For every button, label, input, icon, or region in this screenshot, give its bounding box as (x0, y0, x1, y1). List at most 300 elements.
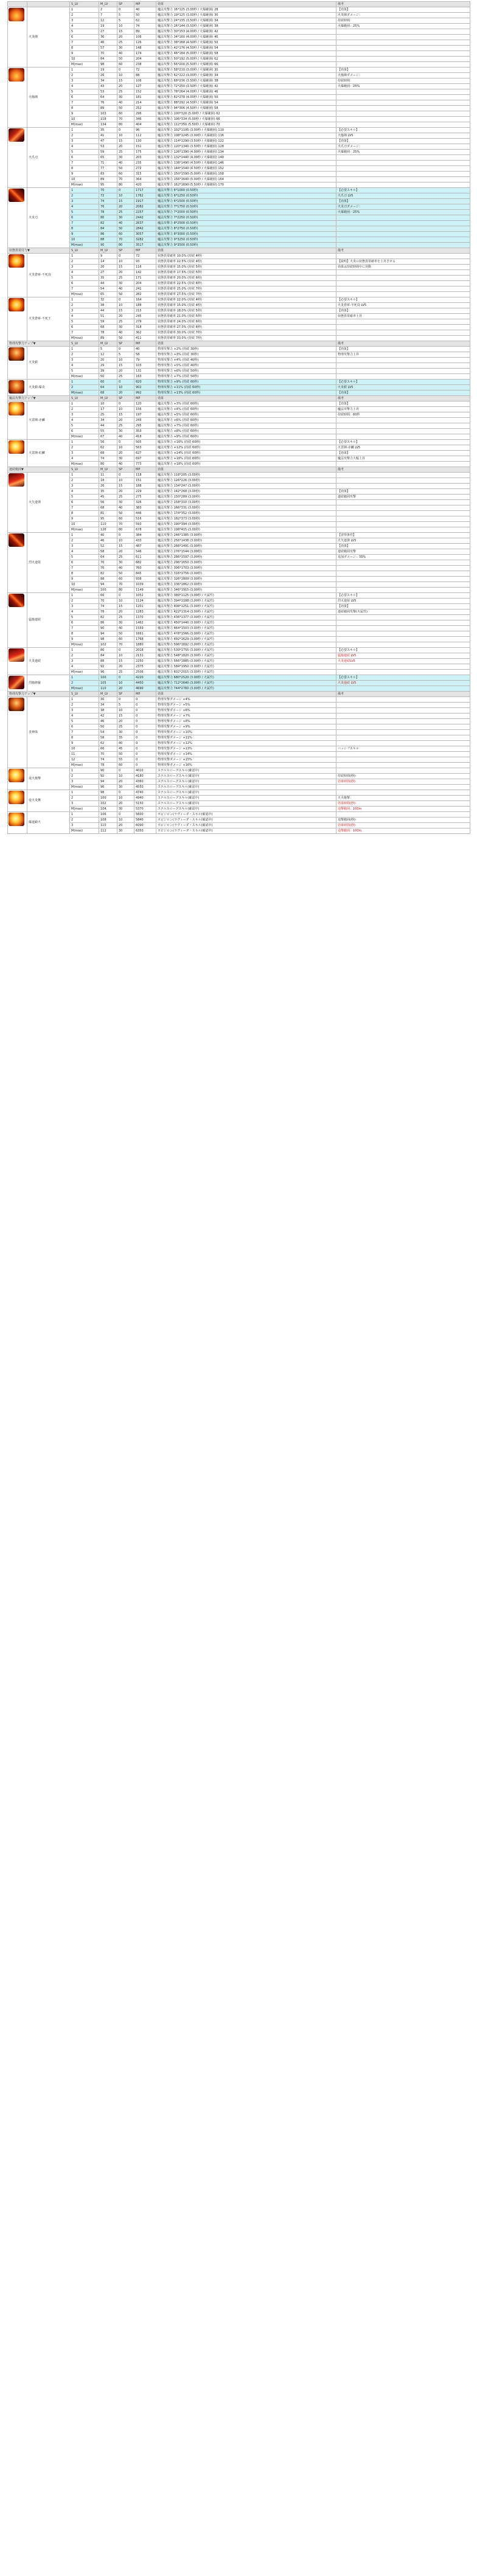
skill-effect: 魔法攻撃力 34*160 (4.00秒 / 火爆範囲) 46 (156, 35, 336, 40)
sp-cost: 25 (117, 374, 134, 380)
skill-name: 火霊陣-赤鱗 (27, 401, 70, 440)
sp-cost: 20 (117, 779, 134, 785)
skill-level: 3 (70, 451, 99, 456)
section-header-cell: M_LV (99, 467, 117, 473)
skill-effect: 魔法攻撃力 190*394 (3.00秒) (156, 522, 336, 527)
sp-cost: 20 (117, 369, 134, 374)
skill-level: 2 (70, 478, 99, 484)
skill-note (336, 588, 470, 593)
required-level: 89 (99, 336, 117, 341)
skill-effect: 魔法攻撃力 8*3000 (0.50秒) (156, 232, 336, 237)
skill-effect: 魔法攻撃力 306*1703 (3.00秒) (156, 566, 336, 571)
skill-level: 10 (70, 522, 99, 527)
skill-effect: ステルスローグスキル(確認中) (156, 801, 336, 807)
skill-note: 烈火連射 LV5 (336, 599, 470, 604)
skill-note (336, 484, 470, 489)
mp-cost: 0 (134, 757, 156, 763)
skill-level-row (8, 418, 470, 423)
skill-level: 7 (70, 730, 99, 735)
skill-level-row (8, 703, 470, 708)
required-level: 58 (99, 735, 117, 741)
skill-level-row (8, 18, 470, 24)
section-header-cell: 備考 (336, 248, 470, 254)
skill-effect: 状態異常確率 22.5% (持続 6秒) (156, 281, 336, 286)
skill-note: 火矢連弾 LV5 (336, 538, 470, 544)
required-level: 64 (99, 95, 117, 100)
required-level: 104 (99, 807, 117, 812)
skill-level-row (8, 265, 470, 270)
required-level: 95 (99, 516, 117, 522)
skill-level-row (8, 440, 470, 445)
skill-level: 4 (70, 713, 99, 719)
mp-cost: 845 (134, 571, 156, 577)
column-header-name (27, 2, 70, 7)
skill-note (336, 708, 470, 713)
skill-note (336, 369, 470, 374)
skill-note: 持続時間(秒)： (336, 774, 470, 779)
skill-level: 1 (70, 697, 99, 703)
skill-level: 10 (70, 237, 99, 243)
skill-name: 火炎陣 (27, 7, 70, 68)
skill-note (336, 812, 470, 818)
skill-note (336, 89, 470, 95)
section-title: 物理攻撃力アップ▼ (8, 692, 70, 697)
mp-cost: 112 (134, 133, 156, 139)
skill-effect: 魔法攻撃力 19*125 (3.00秒 / 火爆範囲) 30 (156, 13, 336, 18)
skill-note (336, 286, 470, 292)
skill-name: 烈焔修羅 (27, 675, 70, 692)
skill-level-row (8, 681, 470, 686)
skill-icon-cell (8, 440, 27, 467)
skill-level-row (8, 193, 470, 199)
required-level: 70 (99, 752, 117, 757)
section-header-cell: 備考 (336, 692, 470, 697)
required-level: 57 (99, 46, 117, 51)
required-level: 58 (99, 549, 117, 555)
sp-cost: 0 (117, 401, 134, 407)
skill-note: 火霊陣-赤鱗 LV5 (336, 445, 470, 451)
skill-effect: ステルスローグスキル(確認中) (156, 790, 336, 796)
skill-level-row (8, 281, 470, 286)
skill-level: 1 (70, 128, 99, 133)
skill-level-row (8, 347, 470, 352)
mp-cost: 5840 (134, 818, 156, 823)
skill-level-row (8, 380, 470, 385)
skill-note: 火爆範囲：25% (336, 150, 470, 155)
skill-level: 6 (70, 500, 99, 505)
skill-level-row (8, 516, 470, 522)
sp-cost: 55 (117, 757, 134, 763)
sp-cost: 30 (117, 281, 134, 286)
mp-cost: 384 (134, 533, 156, 538)
required-level: 38 (99, 708, 117, 713)
skill-note (336, 522, 470, 527)
required-level: 38 (99, 303, 117, 308)
skill-level-row (8, 182, 470, 188)
required-level: 76 (99, 204, 117, 210)
skill-level-row (8, 166, 470, 172)
skill-level-row (8, 620, 470, 626)
required-level: 100 (99, 796, 117, 801)
section-title: 物理攻撃力アップ▼ (8, 341, 70, 347)
section-header-cell: M_LV (99, 248, 117, 254)
required-level: 70 (99, 560, 117, 566)
skill-note (336, 620, 470, 626)
skill-icon-cell (8, 380, 27, 396)
mp-cost: 4450 (134, 681, 156, 686)
mp-cost: 241 (134, 286, 156, 292)
skill-level-row (8, 522, 470, 527)
skill-level: M(max) (70, 374, 99, 380)
skill-effect: 魔法攻撃力 120*1340 (3.50秒 / 火爆範囲) 128 (156, 144, 336, 150)
skill-level: 7 (70, 505, 99, 511)
required-level: 43 (99, 84, 117, 89)
required-level: 88 (99, 659, 117, 664)
skill-icon-cell (8, 347, 27, 380)
required-level: 82 (99, 571, 117, 577)
skill-effect: 物理攻撃ダメージ +4% (156, 697, 336, 703)
sp-cost: 60 (117, 111, 134, 117)
skill-level-row (8, 434, 470, 440)
skill-effect: ボビジロン(ラヴィーダ・スキル(確認中) (156, 818, 336, 823)
skill-level: 1 (70, 768, 99, 774)
mp-cost: 364 (134, 177, 156, 182)
skill-level-row (8, 796, 470, 801)
skill-level: 10 (70, 582, 99, 588)
mp-cost: 40 (134, 347, 156, 352)
skill-effect: 魔法攻撃力 256*1438 (3.00秒) (156, 538, 336, 544)
sp-cost: 0 (117, 380, 134, 385)
skill-effect: ステルスローグスキル(確認中) (156, 785, 336, 790)
skill-effect: 状態異常確率 27.0% (持続 6秒) (156, 325, 336, 330)
sp-cost: 80 (117, 588, 134, 593)
skill-level: 2 (70, 13, 99, 18)
skill-level: 1 (70, 790, 99, 796)
flame-wave-icon (9, 594, 24, 607)
skill-note: 火爪刃 LV5 (336, 193, 470, 199)
skill-level: 9 (70, 516, 99, 522)
required-level: 68 (99, 391, 117, 396)
skill-effect: 魔法攻撃力 9*3500 (0.50秒) (156, 243, 336, 248)
skill-note (336, 560, 470, 566)
sp-cost: 10 (117, 193, 134, 199)
skill-note (336, 730, 470, 735)
skill-note (336, 566, 470, 571)
mp-cost: 2131 (134, 653, 156, 659)
required-level: 68 (99, 505, 117, 511)
skill-level: 1 (70, 473, 99, 478)
skill-level: 5 (70, 369, 99, 374)
required-level: 14 (99, 259, 117, 265)
skill-level: 5 (70, 29, 99, 35)
required-level: 86 (99, 232, 117, 237)
skill-effect: 魔法攻撃力 58*210 (3.00秒 / 火爆範囲) 30 (156, 68, 336, 73)
skill-level-row (8, 577, 470, 582)
skill-effect: 状態異常確率 15.0% (持続 5秒) (156, 265, 336, 270)
mp-cost: 1559 (134, 626, 156, 631)
skill-effect: 魔法攻撃力 +18% (持続 60秒) (156, 462, 336, 467)
sp-cost: 40 (117, 462, 134, 467)
mp-cost: 611 (134, 555, 156, 560)
skill-effect: 魔法攻撃力 6*1500 (0.50秒) (156, 199, 336, 204)
mp-cost: 2442 (134, 215, 156, 221)
required-level: 86 (99, 620, 117, 626)
skill-effect: 物理攻撃ダメージ +12% (156, 741, 336, 746)
required-level: 68 (99, 325, 117, 330)
sp-cost: 30 (117, 46, 134, 51)
mp-cost: 4740 (134, 790, 156, 796)
sp-cost: 70 (117, 177, 134, 182)
section-header-cell: 効果 (156, 396, 336, 401)
sp-cost: 20 (117, 489, 134, 495)
sp-cost: 30 (117, 560, 134, 566)
skill-level: 1 (70, 380, 99, 385)
skill-level: 3 (70, 484, 99, 489)
skill-note (336, 434, 470, 440)
sp-cost: 20 (117, 549, 134, 555)
skill-effect: 魔法攻撃力 246*1385 (3.00秒) (156, 533, 336, 538)
mp-cost: 383 (134, 505, 156, 511)
skill-level: 9 (70, 577, 99, 582)
sp-cost: 10 (117, 681, 134, 686)
skill-level-row (8, 144, 470, 150)
section-header-cell: MP (134, 341, 156, 347)
required-level: 81 (99, 511, 117, 516)
sp-cost: 70 (117, 582, 134, 588)
required-level: 66 (99, 746, 117, 752)
skill-note: 魔法攻撃力大幅上昇 (336, 456, 470, 462)
mp-cost: 103 (134, 363, 156, 369)
skill-level-row (8, 511, 470, 516)
sp-cost: 20 (117, 686, 134, 692)
skill-level-row (8, 215, 470, 221)
required-level: 44 (99, 281, 117, 286)
skill-note (336, 221, 470, 226)
mp-cost: 627 (134, 451, 156, 456)
skill-note: 火焔陣ダメージ： (336, 73, 470, 78)
skill-effect: 魔法攻撃力 7*2000 (0.50秒) (156, 210, 336, 215)
required-level: 65 (99, 155, 117, 161)
mp-cost: 164 (134, 297, 156, 303)
skill-note (336, 243, 470, 248)
sp-cost: 40 (117, 741, 134, 746)
skill-note: 持続時間： (336, 18, 470, 24)
skill-note (336, 106, 470, 111)
skill-level-row (8, 325, 470, 330)
skill-note (336, 752, 470, 757)
skill-effect: 魔法攻撃力 82*278 (4.00秒 / 火爆範囲) 50 (156, 95, 336, 100)
fire-wave-icon (9, 648, 24, 662)
skill-level: 2 (70, 133, 99, 139)
sp-cost: 5 (117, 13, 134, 18)
skill-level: 2 (70, 681, 99, 686)
section-header-cell: S_LV (70, 692, 99, 697)
mp-cost: 215 (134, 308, 156, 314)
skill-level: M(max) (70, 122, 99, 128)
skill-effect: 魔法攻撃力 394*1188 (3.00秒 / 火属性) (156, 599, 336, 604)
skill-level: M(max) (70, 62, 99, 68)
skill-effect: 魔法攻撃力 316*1756 (3.00秒) (156, 571, 336, 577)
skill-effect: 魔法攻撃力 464*1503 (3.00秒 / 火属性) (156, 626, 336, 631)
skill-effect: 魔法攻撃力 16*125 (3.00秒 / 火爆範囲) 28 (156, 7, 336, 13)
skill-effect: 魔法攻撃力 492*1629 (3.00秒 / 火属性) (156, 637, 336, 642)
skill-note: 【必要スキル】 (336, 128, 470, 133)
mp-cost: 130 (134, 139, 156, 144)
skill-level-row (8, 555, 470, 560)
skill-effect: 魔法攻撃力 478*1566 (3.00秒 / 火属性) (156, 631, 336, 637)
skill-level-row (8, 484, 470, 489)
required-level: 98 (99, 790, 117, 796)
skill-effect: 魔法攻撃力 +12% (持続 60秒) (156, 445, 336, 451)
section-header-cell: SP (117, 467, 134, 473)
sp-cost: 0 (117, 593, 134, 599)
skill-effect: 物理攻撃ダメージ +11% (156, 735, 336, 741)
mp-cost: 1052 (134, 593, 156, 599)
sp-cost: 10 (117, 796, 134, 801)
sp-cost: 0 (117, 68, 134, 73)
skill-level: 9 (70, 111, 99, 117)
required-level: 27 (99, 270, 117, 276)
required-level: 46 (99, 719, 117, 724)
skill-effect: 魔法攻撃力 88*292 (4.50秒 / 火爆範囲) 54 (156, 100, 336, 106)
mp-cost: 296 (134, 111, 156, 117)
skill-effect: 魔法攻撃力 56*200 (5.50秒 / 火爆範囲) 66 (156, 62, 336, 68)
skill-level: 12 (70, 757, 99, 763)
skill-level-row (8, 139, 470, 144)
section-header-row (8, 341, 470, 347)
skill-effect: 状態異常確率 12.0% (持続 4秒) (156, 297, 336, 303)
skill-effect: 魔法攻撃力 286*1597 (3.00秒) (156, 555, 336, 560)
mp-cost: 3057 (134, 232, 156, 237)
sp-cost: 15 (117, 659, 134, 664)
skill-level-row (8, 62, 470, 68)
required-level: 106 (99, 812, 117, 818)
skill-level-row (8, 177, 470, 182)
skill-level-row (8, 588, 470, 593)
sp-cost: 10 (117, 599, 134, 604)
mp-cost: 1039 (134, 582, 156, 588)
skill-level: 5 (70, 555, 99, 560)
skill-level: 5 (70, 276, 99, 281)
skill-effect: 魔法攻撃力 +10% (持続 60秒) (156, 440, 336, 445)
required-level: 84 (99, 57, 117, 62)
required-level: 62 (99, 445, 117, 451)
required-level: 53 (99, 144, 117, 150)
mp-cost: 5150 (134, 801, 156, 807)
section-header-cell: 効果 (156, 692, 336, 697)
skill-level-row (8, 807, 470, 812)
skill-level-row (8, 500, 470, 505)
sp-cost: 30 (117, 828, 134, 834)
skill-note (336, 237, 470, 243)
sp-cost: 0 (117, 768, 134, 774)
section-header-row (8, 692, 470, 697)
skill-level-row (8, 128, 470, 133)
skill-icon-cell (8, 648, 27, 675)
skill-level: 7 (70, 626, 99, 631)
skill-note: 火焔陣 LV5 (336, 133, 470, 139)
required-level: 50 (99, 374, 117, 380)
skill-level-row (8, 697, 470, 703)
skill-level: M(max) (70, 588, 99, 593)
skill-effect: 魔法攻撃力 106*334 (5.00秒 / 火爆範囲) 66 (156, 117, 336, 122)
skill-effect: 魔法攻撃力 530*1755 (3.00秒 / 火属性) (156, 648, 336, 653)
skill-note: 【必要スキル】 (336, 440, 470, 445)
skill-level: 4 (70, 84, 99, 89)
skill-level: 8 (70, 46, 99, 51)
skill-name: 竜火炎舞 (27, 790, 70, 812)
skill-effect: 魔法攻撃力 68*236 (3.50秒 / 火爆範囲) 38 (156, 78, 336, 84)
sp-cost: 30 (117, 730, 134, 735)
skill-note: 火炎倉庫-不死鳥 LV5 (336, 303, 470, 308)
required-level: 46 (99, 40, 117, 46)
skill-level: M(max) (70, 336, 99, 341)
skill-level: 1 (70, 347, 99, 352)
skill-level-row (8, 292, 470, 297)
skill-level-row (8, 549, 470, 555)
required-level: 9 (99, 254, 117, 259)
skill-level: 5 (70, 150, 99, 155)
skill-level-row (8, 527, 470, 533)
skill-level-row (8, 95, 470, 100)
skill-level-row (8, 100, 470, 106)
skill-level-row (8, 24, 470, 29)
skill-effect: 状態異常確率 21.0% (持続 5秒) (156, 314, 336, 319)
skill-name: 火霊陣-紅鱗 (27, 440, 70, 467)
required-level: 18 (99, 478, 117, 484)
skill-level: 3 (70, 801, 99, 807)
skill-note (336, 363, 470, 369)
sp-cost: 15 (117, 604, 134, 609)
skill-effect: 魔法攻撃力 198*415 (3.00秒) (156, 527, 336, 533)
sp-cost: 0 (117, 347, 134, 352)
mp-cost: 418 (134, 434, 156, 440)
mp-cost: 96 (134, 128, 156, 133)
fire-dragon-icon (9, 440, 24, 454)
required-level: 35 (99, 489, 117, 495)
mp-cost: 773 (134, 462, 156, 467)
skill-level-row (8, 358, 470, 363)
required-level: 94 (99, 631, 117, 637)
mp-cost: 1149 (134, 588, 156, 593)
skill-level: 7 (70, 100, 99, 106)
skill-level: 2 (70, 703, 99, 708)
mp-cost: 279 (134, 319, 156, 325)
required-level: 56 (99, 440, 117, 445)
skill-level: 2 (70, 352, 99, 358)
mp-cost: 171 (134, 276, 156, 281)
skill-note: 追撃範囲(秒)： (336, 818, 470, 823)
mp-cost: 2257 (134, 210, 156, 215)
skill-level-row (8, 68, 470, 73)
skill-note (336, 505, 470, 511)
required-level: 35 (99, 128, 117, 133)
mp-cost: 0 (134, 713, 156, 719)
skill-name: 火炎倉庫-不死鳥 (27, 254, 70, 297)
skill-effect: 状態異常確率 15.0% (持続 4秒) (156, 303, 336, 308)
skill-level-row (8, 719, 470, 724)
required-level: 100 (99, 588, 117, 593)
skill-note (336, 46, 470, 51)
skill-effect: 魔法攻撃力 9*3250 (0.50秒) (156, 237, 336, 243)
skill-note (336, 292, 470, 297)
mp-cost: 188 (134, 303, 156, 308)
skill-note (336, 51, 470, 57)
skill-note: 猛焔連続 LV5 (336, 653, 470, 659)
sp-cost: 0 (117, 675, 134, 681)
skill-effect: ボビジロン(ラヴィーダ・スキル(確認中) (156, 823, 336, 828)
skill-level-row (8, 801, 470, 807)
